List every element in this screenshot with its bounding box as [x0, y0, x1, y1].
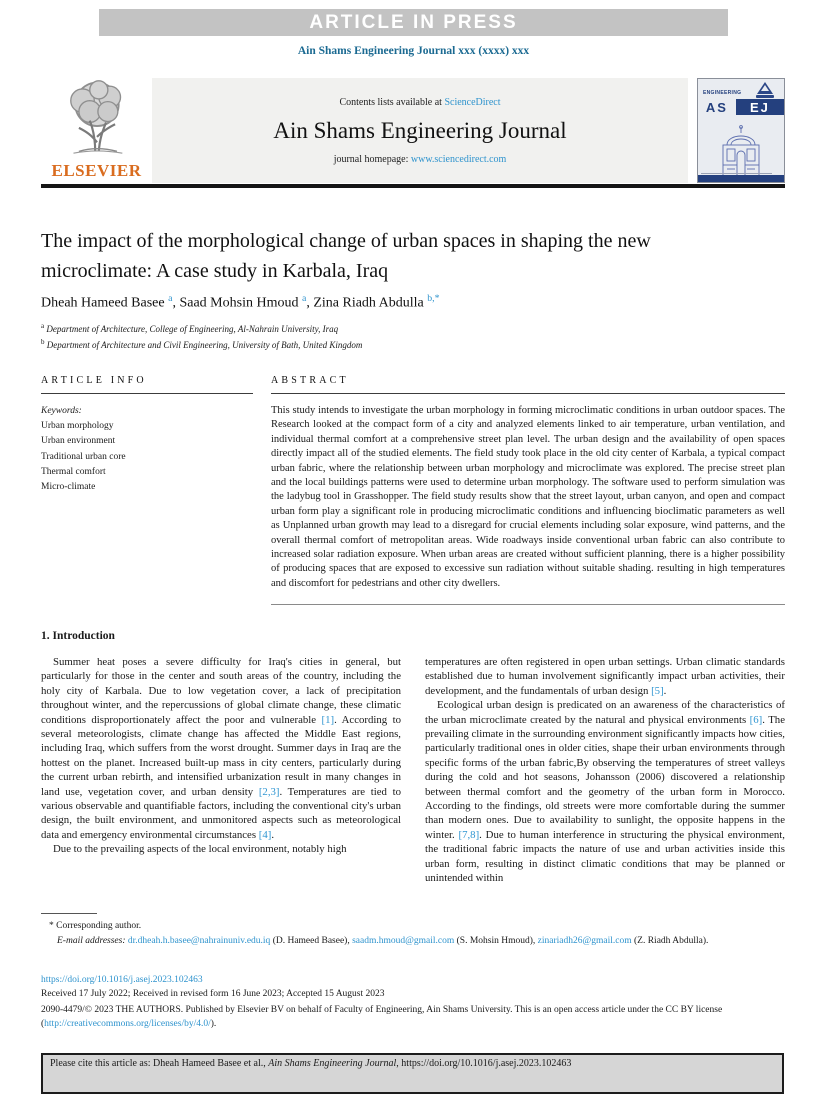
citation-ref[interactable]: [4] — [258, 828, 272, 841]
article-info-heading: ARTICLE INFO — [41, 375, 147, 386]
keywords-block — [41, 404, 253, 495]
keywords-label: Keywords: — [41, 406, 82, 416]
elsevier-logo — [41, 78, 152, 183]
license-link[interactable]: http://creativecommons.org/licenses/by/4.0/ — [44, 1019, 211, 1030]
affiliation-text: Department of Architecture and Civil Engineering, University of Bath, United Kingdom — [46, 340, 363, 351]
affiliation-sup: b — [41, 338, 45, 347]
affiliation-b — [41, 337, 753, 353]
body-right-column — [425, 655, 785, 886]
citation-ref[interactable]: [1] — [321, 713, 335, 726]
asej-wordmark — [698, 99, 784, 115]
homepage-link[interactable]: www.sciencedirect.com — [410, 153, 507, 165]
running-head-journal-line: Ain Shams Engineering Journal xxx (xxxx) xxx — [297, 45, 530, 57]
abstract-rule — [271, 393, 785, 394]
journal-masthead — [152, 78, 688, 183]
copyright-license-line — [41, 1003, 785, 1032]
citation-ref[interactable]: [5] — [651, 684, 664, 697]
author-name: Dheah Hameed Basee — [41, 295, 169, 311]
body-paragraph: temperatures are often registered in open urban settings. Urban climatic standards established due to human involvement significantly impact urban activities, their development, and the fundamentals of urban design [5]. — [425, 656, 785, 697]
keyword-item: Thermal comfort — [41, 466, 106, 477]
author-affil-ref[interactable]: a — [168, 293, 173, 304]
journal-title: Ain Shams Engineering Journal — [273, 117, 567, 143]
please-cite-box — [41, 1053, 784, 1094]
article-in-press-label: ARTICLE IN PRESS — [309, 11, 518, 33]
body-paragraph: Summer heat poses a severe difficulty for Iraq's cities in general, but particularly for those in the center and south areas of the country, including the holy city of Karbala. Due to low vegetation cover, a lack of precipitation throughout winter, and the repercussions of global climate change, these climatic conditions disproportionately affect the poor and vulnerable [1]. According to several meteorologists, climate change has affected the Middle East regions, including Iraq, which suffers from the worst drought. Summer days in Iraq are the hottest on the planet. Increased built-up mass in city centers, particularly during the current urban rebirth, and intensified urbanization result in many changes in land use, vegetation cover, and urban density [2,3]. Temperatures are tied to various observable and quantifiable factors, including the conventional city's urban design, the built environment, and unmonitored aspects such as meteorological data and emergency environmental circumstances [4]. — [41, 656, 401, 841]
abstract-heading: ABSTRACT — [271, 375, 349, 386]
email-owner: (Z. Riadh Abdulla). — [631, 935, 709, 946]
body-left-column — [41, 655, 401, 886]
author-affil-ref[interactable]: a — [301, 293, 307, 304]
footnotes-block — [41, 919, 785, 948]
homepage-text: journal homepage: — [333, 153, 411, 165]
section-heading-introduction: 1. Introduction — [41, 630, 115, 642]
elsevier-tree-icon — [51, 79, 143, 160]
keyword-item: Traditional urban core — [41, 451, 126, 462]
journal-cover-thumbnail — [697, 78, 785, 183]
keyword-item: Urban morphology — [41, 421, 114, 432]
author-name: , Saad Mohsin Hmoud — [172, 295, 302, 311]
affiliation-sup: a — [41, 322, 45, 330]
email-link[interactable]: dr.dheah.h.basee@nahrainuniv.edu.iq — [127, 935, 271, 946]
header-divider — [41, 184, 785, 188]
cite-journal: Ain Shams Engineering Journal — [268, 1058, 397, 1069]
body-paragraph: Due to the prevailing aspects of the local environment, notably high — [53, 843, 347, 856]
article-info-rule — [41, 393, 253, 394]
cite-doi: , https://doi.org/10.1016/j.asej.2023.102463 — [396, 1058, 572, 1069]
cover-as-letters: AS — [705, 99, 728, 115]
author-affil-ref[interactable]: b,* — [427, 293, 440, 304]
abstract-bottom-rule — [271, 604, 785, 605]
abstract-section — [271, 375, 785, 605]
article-in-press-banner — [99, 9, 728, 36]
cover-building-drawing — [715, 123, 767, 183]
cover-bottom-bar — [698, 175, 784, 182]
email-link[interactable]: zinariadh26@gmail.com — [537, 935, 632, 946]
email-link[interactable]: saadm.hmoud@gmail.com — [352, 935, 455, 946]
affiliations — [41, 321, 753, 354]
contents-lists-line — [339, 97, 500, 108]
footnote-divider — [41, 913, 97, 914]
contents-text: Contents lists available at — [339, 96, 445, 108]
cover-ej-letters: EJ — [736, 99, 784, 115]
affiliation-text: Department of Architecture, College of Engineering, Al-Nahrain University, Iraq — [46, 324, 339, 334]
article-info-section — [41, 375, 253, 495]
keyword-item: Micro-climate — [41, 481, 96, 492]
email-owner: (D. Hameed Basee), — [270, 935, 353, 946]
elsevier-wordmark: ELSEVIER — [51, 161, 142, 180]
body-columns — [41, 655, 785, 886]
affiliation-a — [41, 321, 753, 337]
received-dates-line: Received 17 July 2022; Received in revised form 16 June 2023; Accepted 15 August 2023 — [41, 989, 385, 999]
keyword-item: Urban environment — [41, 436, 116, 447]
emails-label: E-mail addresses: — [57, 935, 128, 946]
article-title: The impact of the morphological change of urban spaces in shaping the new microclimate: A case study in Karbala, Iraq — [41, 230, 651, 282]
license-text: 2090-4479/© 2023 THE AUTHORS. Published by Elsevier BV on behalf of Faculty of Engineering, Ain Shams University. This is an open access article under the CC BY license ( — [41, 1005, 723, 1030]
cover-engineering-label: ENGINEERING — [703, 90, 742, 96]
journal-header — [41, 78, 785, 183]
email-addresses-line — [41, 934, 785, 949]
journal-homepage-line — [334, 154, 507, 165]
sciencedirect-link[interactable]: ScienceDirect — [444, 96, 501, 108]
abstract-text: This study intends to investigate the urban morphology in forming microclimatic conditions in urban outdoor spaces. The Research looked at the compact form of a city and analyzed elements linked to air temperature, urban ventilation, and individual thermal comfort at a comprehensive street plan level. The urban design and the availability of open spaces directly impact all of the studied elements. The field study took place in the old city center of Karbala, a typical compact urban fabric, where the relationship between urban morphology and microclimate was explored. The precise street plan and the local buildings patterns were used to determine urban morphology. The software used to perform simulation was the ladybug tool in Grasshopper. The field study results show that the street layout, urban canyon, and open and compact urban form play a significant role in producing microclimatic conditions and influencing bioclimatic parameters as well as Unplanned urban growth may lead to a disregard for crucial elements including solar exposure, wind patterns, and the overall thermal comfort of metropolitan areas. Wide roadways inside conventional urban fabric can also contribute to increased solar radiation exposure. When urban areas are created without sufficient planning, there is a higher possibility of producing spaces that are exposed to excessive sun radiation without suitable shading. resulting in high temperatures and discomfort for pedestrians and other city dwellers. — [271, 405, 785, 589]
citation-ref[interactable]: [6] — [749, 713, 763, 726]
authors-line — [41, 293, 753, 312]
doi-link[interactable]: https://doi.org/10.1016/j.asej.2023.102463 — [41, 975, 203, 985]
citation-ref[interactable]: [2,3] — [258, 785, 280, 798]
citation-ref[interactable]: [7,8] — [458, 828, 480, 841]
corresponding-author-note: * Corresponding author. — [49, 921, 142, 931]
cite-text: Please cite this article as: Dheah Hameed Basee et al., — [50, 1058, 269, 1069]
author-name: , Zina Riadh Abdulla — [306, 295, 428, 311]
email-owner: (S. Mohsin Hmoud), — [454, 935, 538, 946]
license-text: ). — [210, 1019, 217, 1030]
cover-footline — [701, 173, 772, 174]
body-paragraph: Ecological urban design is predicated on an awareness of the characteristics of the urban microclimate created by the natural and physical environments [6]. The prevailing climate in the surrounding environment significantly impacts how cities, particularly traditional ones in older cities, shape their urban environments through specific forms of the urban fabric,By observing the temperatures of street valleys during the cold and hot seasons, Johansson (2006) discovered a relationship between thermal comfort and the geometry of the urban form in Morocco. According to the findings, old streets were more comfortable during the summer than modern ones. Due to availability to sunlight, the opposite happens in the winter. [7,8]. Due to human interference in structuring the physical environment, the traditional fabric impacts the nature of use and urban activities inside this urban form, resulting in distinct climatic conditions that may be planned or unintended within — [425, 699, 785, 885]
